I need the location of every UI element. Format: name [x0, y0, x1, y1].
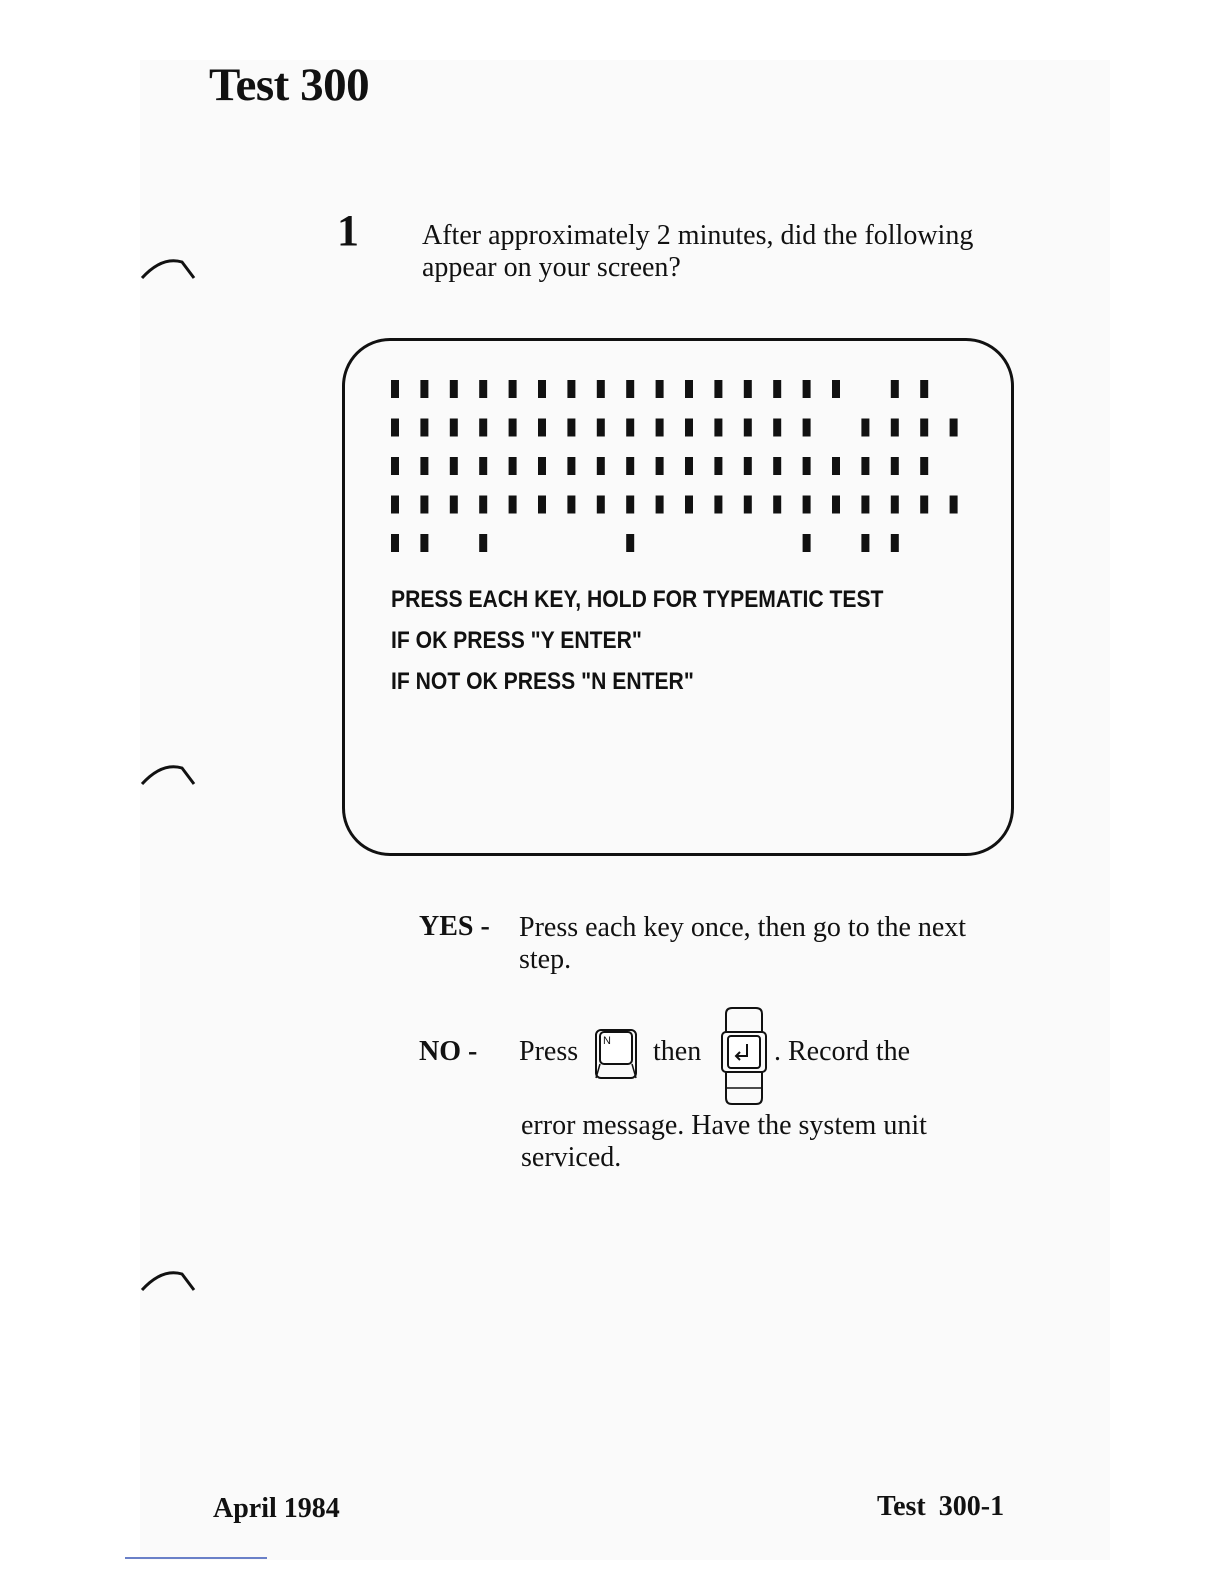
bottom-rule — [125, 1557, 267, 1559]
character-block — [744, 419, 752, 437]
character-block — [773, 419, 781, 437]
character-block — [744, 496, 752, 514]
character-block — [567, 380, 575, 398]
character-block — [626, 496, 634, 514]
character-block — [597, 457, 605, 475]
character-block — [685, 380, 693, 398]
character-block — [509, 419, 517, 437]
character-block — [597, 496, 605, 514]
character-block — [685, 496, 693, 514]
character-block — [891, 380, 899, 398]
character-block — [420, 457, 428, 475]
character-block — [656, 419, 664, 437]
character-block — [538, 380, 546, 398]
character-block — [391, 496, 399, 514]
binder-hole-mark — [140, 1268, 196, 1294]
character-block — [626, 534, 634, 552]
character-block — [891, 457, 899, 475]
character-block — [861, 419, 869, 437]
character-block — [803, 496, 811, 514]
character-block — [391, 419, 399, 437]
character-block — [656, 457, 664, 475]
character-block — [538, 457, 546, 475]
character-block — [744, 380, 752, 398]
character-block — [803, 457, 811, 475]
character-block — [450, 496, 458, 514]
character-block — [626, 419, 634, 437]
character-block — [538, 496, 546, 514]
character-block — [832, 496, 840, 514]
character-block — [920, 457, 928, 475]
character-block — [685, 457, 693, 475]
character-block — [567, 457, 575, 475]
n-key-legend: N — [603, 1035, 611, 1047]
character-block — [861, 534, 869, 552]
character-block — [685, 419, 693, 437]
character-block — [420, 496, 428, 514]
character-block — [420, 419, 428, 437]
character-block — [509, 457, 517, 475]
character-block — [479, 419, 487, 437]
yes-instruction: Press each key once, then go to the next step. — [519, 912, 967, 975]
character-block — [861, 496, 869, 514]
screen-line-1: PRESS EACH KEY, HOLD FOR TYPEMATIC TEST — [391, 586, 884, 613]
no-instruction: error message. Have the system unit serviced. — [521, 1110, 927, 1173]
character-block — [626, 457, 634, 475]
character-block — [391, 380, 399, 398]
character-block — [920, 419, 928, 437]
step-question: After approximately 2 minutes, did the following appear on your screen? — [422, 220, 974, 283]
character-block-grid — [345, 341, 1011, 571]
character-block — [509, 496, 517, 514]
character-block — [920, 380, 928, 398]
character-block — [450, 419, 458, 437]
character-block — [832, 380, 840, 398]
character-block — [803, 380, 811, 398]
binder-hole-mark — [140, 256, 196, 282]
step-number: 1 — [337, 206, 359, 255]
character-block — [861, 457, 869, 475]
character-block — [450, 457, 458, 475]
character-block — [656, 496, 664, 514]
character-block — [420, 380, 428, 398]
character-block — [714, 380, 722, 398]
screen-line-2: IF OK PRESS "Y ENTER" — [391, 627, 642, 654]
character-block — [773, 457, 781, 475]
character-block — [479, 496, 487, 514]
character-block — [891, 496, 899, 514]
character-block — [420, 534, 428, 552]
character-block — [773, 380, 781, 398]
character-block — [391, 534, 399, 552]
character-block — [597, 380, 605, 398]
character-block — [950, 496, 958, 514]
no-press-text: Press — [519, 1036, 579, 1067]
no-label: NO - — [419, 1036, 478, 1067]
character-block — [656, 380, 664, 398]
character-block — [391, 457, 399, 475]
character-block — [832, 457, 840, 475]
screen-message — [391, 579, 883, 702]
character-block — [891, 419, 899, 437]
enter-key-icon — [720, 1006, 768, 1106]
character-block — [950, 419, 958, 437]
yes-label: YES - — [419, 911, 490, 942]
character-block — [479, 457, 487, 475]
character-block — [714, 419, 722, 437]
n-key-icon — [594, 1028, 638, 1082]
character-block — [567, 419, 575, 437]
screen-display — [342, 338, 1014, 856]
footer-page-number: Test 300-1 — [877, 1491, 1005, 1522]
character-block — [479, 380, 487, 398]
character-block — [626, 380, 634, 398]
character-block — [714, 457, 722, 475]
screen-line-3: IF NOT OK PRESS "N ENTER" — [391, 668, 694, 695]
character-block — [920, 496, 928, 514]
no-record-text: . Record the — [774, 1036, 911, 1067]
character-block — [567, 496, 575, 514]
character-block — [597, 419, 605, 437]
page-title: Test 300 — [209, 59, 370, 111]
no-then-text: then — [653, 1036, 702, 1067]
character-block — [450, 380, 458, 398]
character-block — [538, 419, 546, 437]
character-block — [803, 419, 811, 437]
character-block — [891, 534, 899, 552]
character-block — [479, 534, 487, 552]
character-block — [509, 380, 517, 398]
footer-date: April 1984 — [213, 1493, 340, 1524]
character-block — [803, 534, 811, 552]
character-block — [714, 496, 722, 514]
character-block — [744, 457, 752, 475]
binder-hole-mark — [140, 762, 196, 788]
character-block — [773, 496, 781, 514]
